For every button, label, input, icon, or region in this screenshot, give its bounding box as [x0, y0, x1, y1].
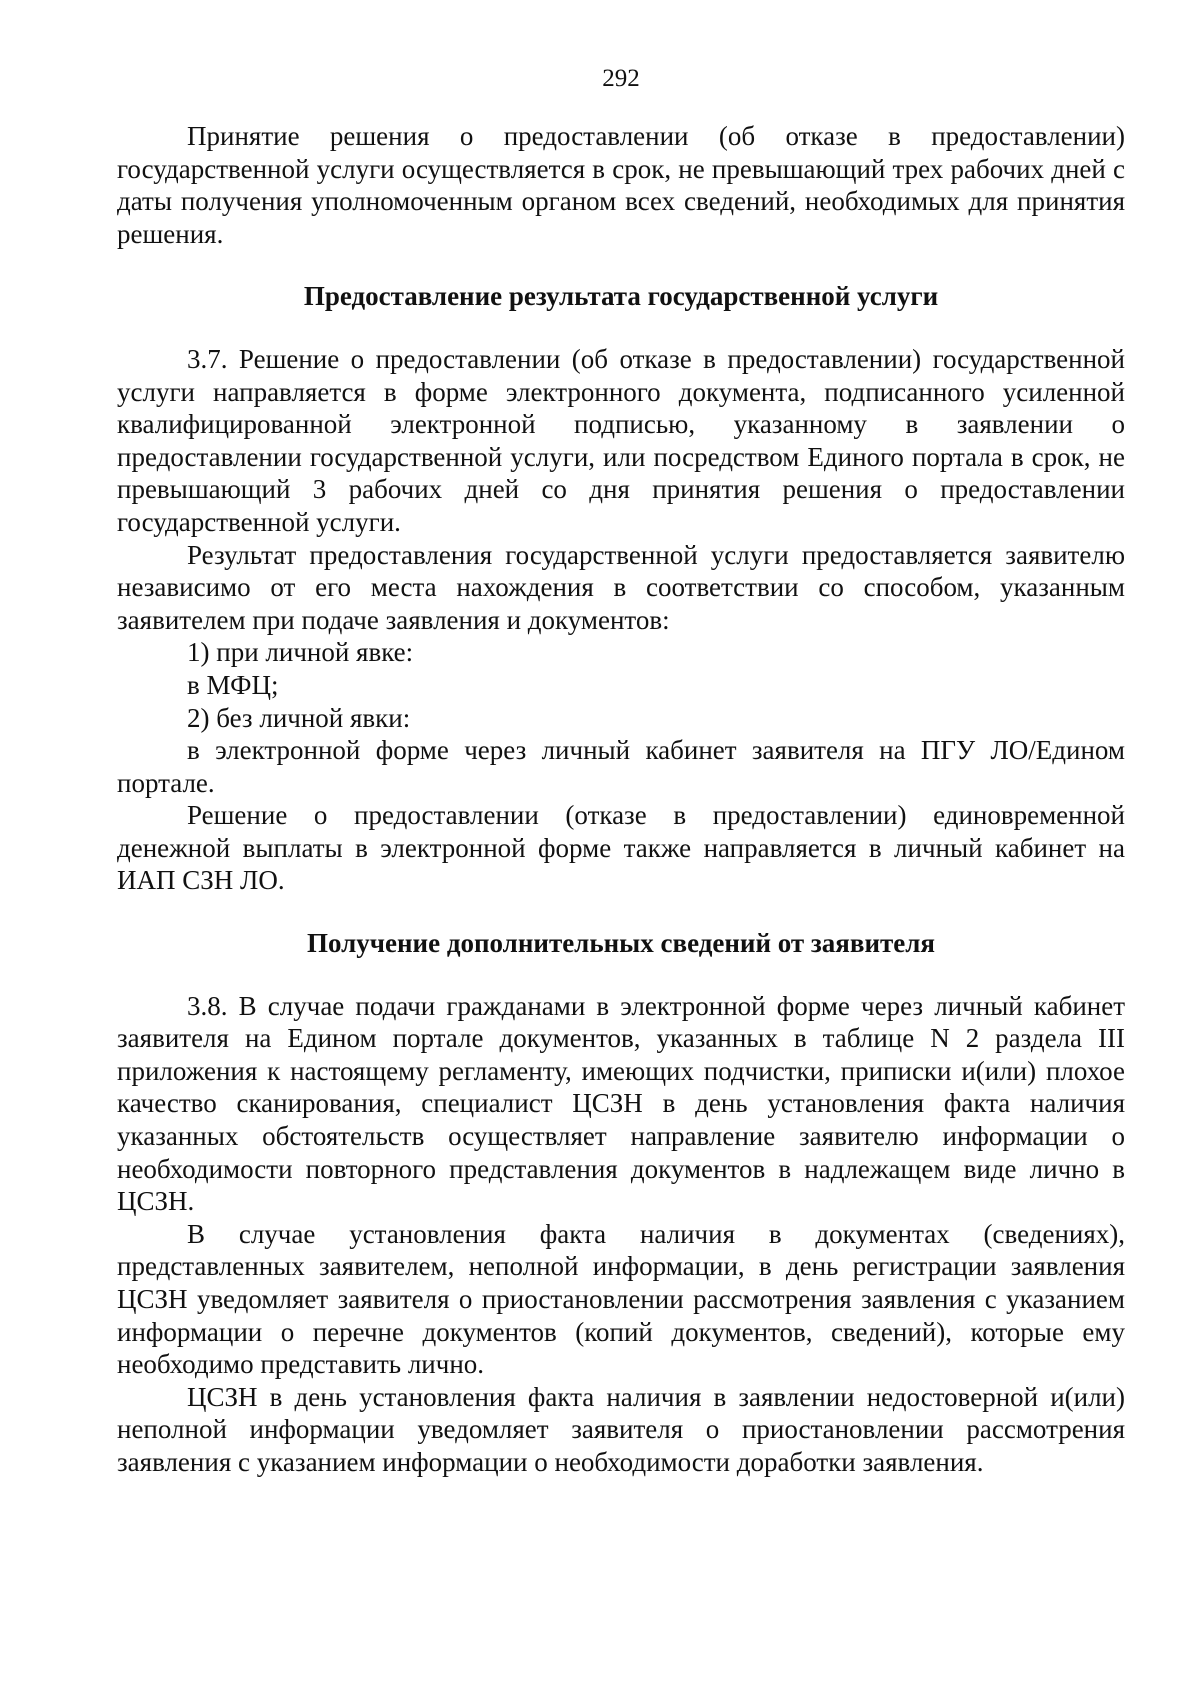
section-heading-additional-info: Получение дополнительных сведений от заявителя	[306, 928, 936, 959]
list-item-remote: 2) без личной явки:	[187, 702, 411, 733]
paragraph-payment-decision: Решение о предоставлении (отказе в предоставлении) единовременной денежной выплаты в электронной форме также направляется в личный кабинет на ИАП СЗН ЛО.	[117, 800, 1125, 896]
list-item-mfc: в МФЦ;	[187, 669, 279, 700]
paragraph-unreliable-info: ЦСЗН в день установления факта наличия в заявлении недостоверной и(или) неполной информации уведомляет заявителя о приостановлении рассмотрения заявления с указанием информации о необходимости доработки заявления.	[117, 1381, 1125, 1477]
paragraph-electronic-form: в электронной форме через личный кабинет заявителя на ПГУ ЛО/Едином портале.	[117, 735, 1125, 798]
section-heading-result: Предоставление результата государственной услуги	[303, 281, 939, 312]
document-page	[117, 64, 1125, 1479]
paragraph-decision-deadline: Принятие решения о предоставлении (об отказе в предоставлении) государственной услуги осуществляется в срок, не превышающий трех рабочих дней с даты получения уполномоченным органом всех сведений, необходимых для принятия решения.	[117, 121, 1125, 249]
page-number: 292	[602, 65, 640, 92]
paragraph-3-7: 3.7. Решение о предоставлении (об отказе в предоставлении) государственной услуги направляется в форме электронного документа, подписанного усиленной квалифицированной электронной подписью, указанному в заявлении о предоставлении государственной услуги, или посредством Единого портала в срок, не превышающий 3 рабочих дней со дня принятия решения о предоставлении государственной услуги.	[117, 343, 1125, 537]
paragraph-incomplete-info: В случае установления факта наличия в документах (сведениях), представленных заявителем, неполной информации, в день регистрации заявления ЦСЗН уведомляет заявителя о приостановлении рассмотрения заявления с указанием информации о перечне документов (копий документов, сведений), которые ему необходимо представить лично.	[117, 1218, 1125, 1380]
paragraph-result-delivery: Результат предоставления государственной услуги предоставляется заявителю независимо от его места нахождения в соответствии со способом, указанным заявителем при подаче заявления и документов:	[117, 539, 1125, 635]
paragraph-3-8: 3.8. В случае подачи гражданами в электронной форме через личный кабинет заявителя на Едином портале документов, указанных в таблице N 2 раздела III приложения к настоящему регламенту, имеющих подчистки, приписки и(или) плохое качество сканирования, специалист ЦСЗН в день установления факта наличия указанных обстоятельств осуществляет направление заявителю информации о необходимости повторного представления документов в надлежащем виде лично в ЦСЗН.	[117, 990, 1125, 1217]
list-item-in-person: 1) при личной явке:	[187, 637, 414, 668]
